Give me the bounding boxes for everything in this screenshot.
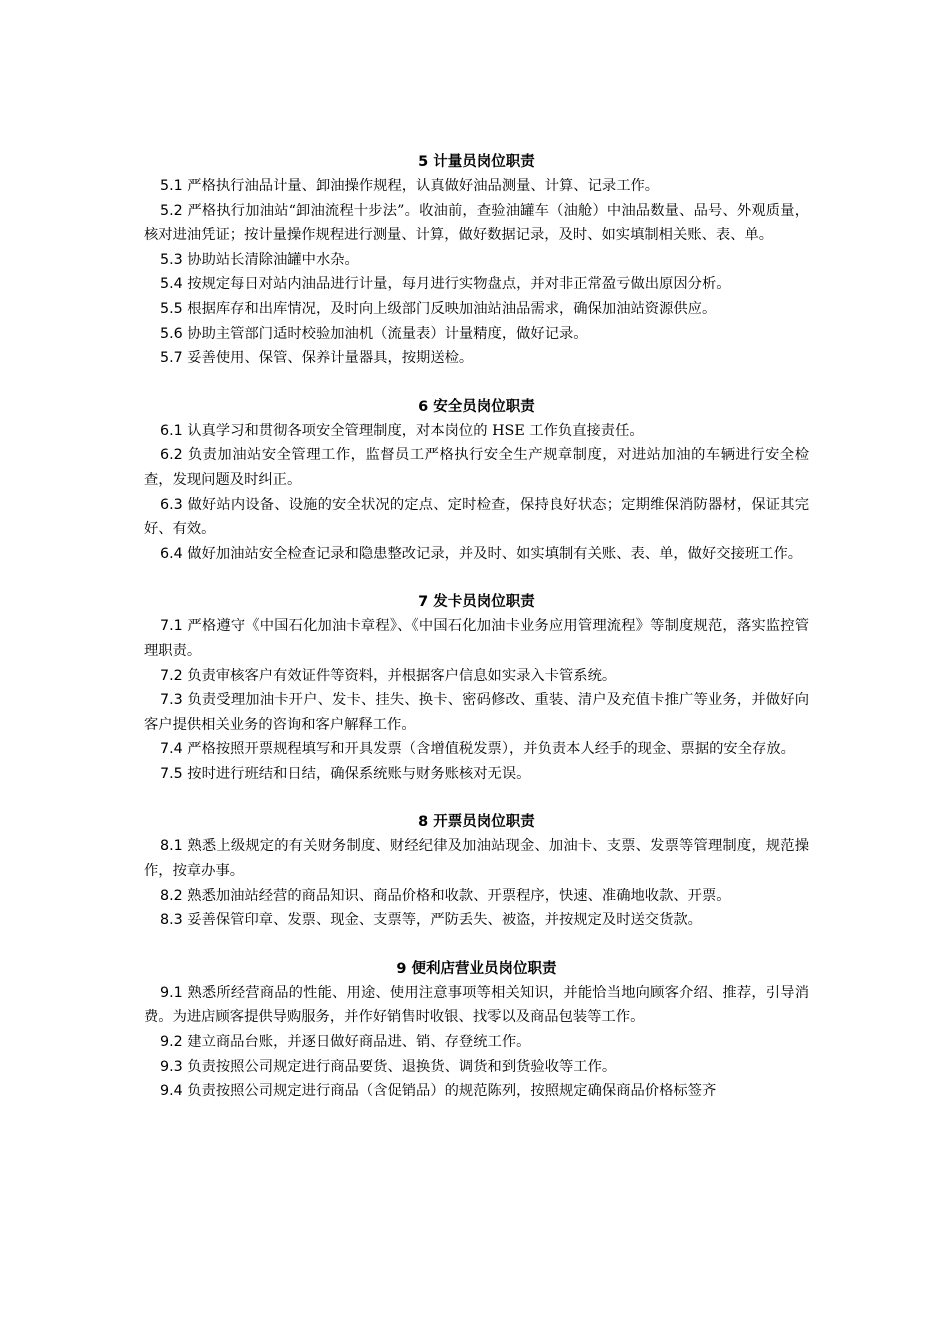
clause-text: 负责受理加油卡开户、发卡、挂失、换卡、密码修改、重装、清户及充值卡推广等业务，并做好向客户提供相关业务的咨询和客户解释工作。 xyxy=(144,692,810,733)
clause-number: 5.4 xyxy=(160,276,183,293)
clause-paragraph xyxy=(144,1079,809,1104)
clause-number: 5.7 xyxy=(160,350,183,367)
clause-number: 7.3 xyxy=(160,692,183,709)
section xyxy=(144,395,809,567)
clause-text: 做好站内设备、设施的安全状况的定点、定时检查，保持良好状态；定期维保消防器材，保证其完好、有效。 xyxy=(144,496,810,538)
clause-text: 严格按照开票规程填写和开具发票（含增值税发票），并负责本人经手的现金、票据的安全存放。 xyxy=(187,741,795,758)
clause-text: 负责按照公司规定进行商品要货、退换货、调货和到货验收等工作。 xyxy=(187,1058,617,1075)
clause-paragraph xyxy=(144,493,809,542)
clause-number: 5.2 xyxy=(160,202,183,219)
clause-paragraph xyxy=(144,981,809,1030)
clause-paragraph xyxy=(144,199,809,248)
clause-paragraph xyxy=(144,884,809,909)
clause-paragraph xyxy=(144,443,809,492)
clause-number: 6.1 xyxy=(160,422,183,439)
clause-paragraph xyxy=(144,322,809,347)
clause-paragraph xyxy=(144,762,809,787)
clause-number: 7.5 xyxy=(160,765,183,782)
clause-paragraph xyxy=(144,737,809,762)
clause-number: 9.3 xyxy=(160,1058,183,1075)
clause-number: 7.2 xyxy=(160,667,183,684)
clause-text: 妥善保管印章、发票、现金、支票等，严防丢失、被盗，并按规定及时送交货款。 xyxy=(187,912,702,929)
clause-number: 8.1 xyxy=(160,838,183,855)
clause-text: 熟悉加油站经营的商品知识、商品价格和收款、开票程序，快速、准确地收款、开票。 xyxy=(187,887,731,904)
clause-number: 8.3 xyxy=(160,912,183,929)
clause-number: 9.1 xyxy=(160,984,183,1001)
clause-text: 协助站长清除油罐中水杂。 xyxy=(187,251,359,268)
clause-number: 6.4 xyxy=(160,545,183,562)
section xyxy=(144,590,809,786)
clause-number: 5.3 xyxy=(160,251,183,268)
section-title: 6 安全员岗位职责 xyxy=(418,398,535,415)
clause-text: 按时进行班结和日结，确保系统账与财务账核对无误。 xyxy=(187,765,531,782)
clause-paragraph xyxy=(144,614,809,663)
clause-text: 负责审核客户有效证件等资料，并根据客户信息如实录入卡管系统。 xyxy=(187,667,617,684)
clause-paragraph xyxy=(144,664,809,689)
clause-paragraph xyxy=(144,297,809,322)
clause-paragraph xyxy=(144,174,809,199)
clause-number: 9.2 xyxy=(160,1034,183,1051)
clause-text: 按规定每日对站内油品进行计量，每月进行实物盘点，并对非正常盈亏做出原因分析。 xyxy=(187,276,731,293)
clause-number: 6.2 xyxy=(160,447,183,464)
clause-paragraph xyxy=(144,834,809,883)
section-title: 5 计量员岗位职责 xyxy=(418,154,535,170)
clause-number: 6.3 xyxy=(160,496,183,513)
clause-text: 严格执行油品计量、卸油操作规程，认真做好油品测量、计算、记录工作。 xyxy=(187,178,660,194)
clause-paragraph xyxy=(144,1055,809,1080)
clause-number: 7.1 xyxy=(160,618,183,635)
clause-text: 根据库存和出库情况，及时向上级部门反映加油站油品需求，确保加油站资源供应。 xyxy=(187,300,717,317)
clause-paragraph xyxy=(144,688,809,737)
clause-number: 5.5 xyxy=(160,300,183,317)
clause-paragraph xyxy=(144,542,809,567)
section xyxy=(144,810,809,932)
section-title: 9 便利店营业员岗位职责 xyxy=(396,960,557,977)
clause-number: 5.6 xyxy=(160,325,183,342)
section xyxy=(144,957,809,1104)
clause-text: 负责按照公司规定进行商品（含促销品）的规范陈列，按照规定确保商品价格标签齐 xyxy=(187,1083,717,1100)
clause-text: 熟悉上级规定的有关财务制度、财经纪律及加油站现金、加油卡、支票、发票等管理制度，规范操作，按章办事。 xyxy=(144,838,810,880)
clause-number: 7.4 xyxy=(160,741,183,758)
clause-text: 妥善使用、保管、保养计量器具，按期送检。 xyxy=(187,350,474,367)
clause-text: 认真学习和贯彻各项安全管理制度，对本岗位的 HSE 工作负直接责任。 xyxy=(187,422,644,439)
section-title: 7 发卡员岗位职责 xyxy=(418,594,535,611)
clause-paragraph xyxy=(144,272,809,297)
clause-text: 负责加油站安全管理工作，监督员工严格执行安全生产规章制度，对进站加油的车辆进行安全检查，发现问题及时纠正。 xyxy=(144,447,810,488)
clause-text: 做好加油站安全检查记录和隐患整改记录，并及时、如实填制有关账、表、单，做好交接班工作。 xyxy=(187,545,803,562)
clause-paragraph xyxy=(144,1030,809,1055)
clause-paragraph xyxy=(144,908,809,933)
section xyxy=(144,150,809,371)
section-title: 8 开票员岗位职责 xyxy=(418,814,535,831)
clause-text: 严格执行加油站“卸油流程十步法”。收油前，查验油罐车（油舱）中油品数量、品号、外观质量，核对进油凭证；按计量操作规程进行测量、计算，做好数据记录，及时、如实填制相关账、表、单。 xyxy=(144,202,809,244)
clause-text: 熟悉所经营商品的性能、用途、使用注意事项等相关知识，并能恰当地向顾客介绍、推荐，引导消费。为进店顾客提供导购服务，并作好销售时收银、找零以及商品包装等工作。 xyxy=(144,984,810,1026)
clause-text: 协助主管部门适时校验加油机（流量表）计量精度，做好记录。 xyxy=(187,325,588,342)
clause-number: 8.2 xyxy=(160,887,183,904)
document-body xyxy=(144,150,809,1128)
clause-paragraph xyxy=(144,346,809,371)
clause-paragraph xyxy=(144,419,809,444)
clause-paragraph xyxy=(144,248,809,273)
clause-number: 5.1 xyxy=(160,178,183,194)
clause-text: 严格遵守《中国石化加油卡章程》、《中国石化加油卡业务应用管理流程》等制度规范，落实监控管理职责。 xyxy=(144,618,809,659)
clause-number: 9.4 xyxy=(160,1083,183,1100)
clause-text: 建立商品台账，并逐日做好商品进、销、存登统工作。 xyxy=(187,1034,531,1051)
